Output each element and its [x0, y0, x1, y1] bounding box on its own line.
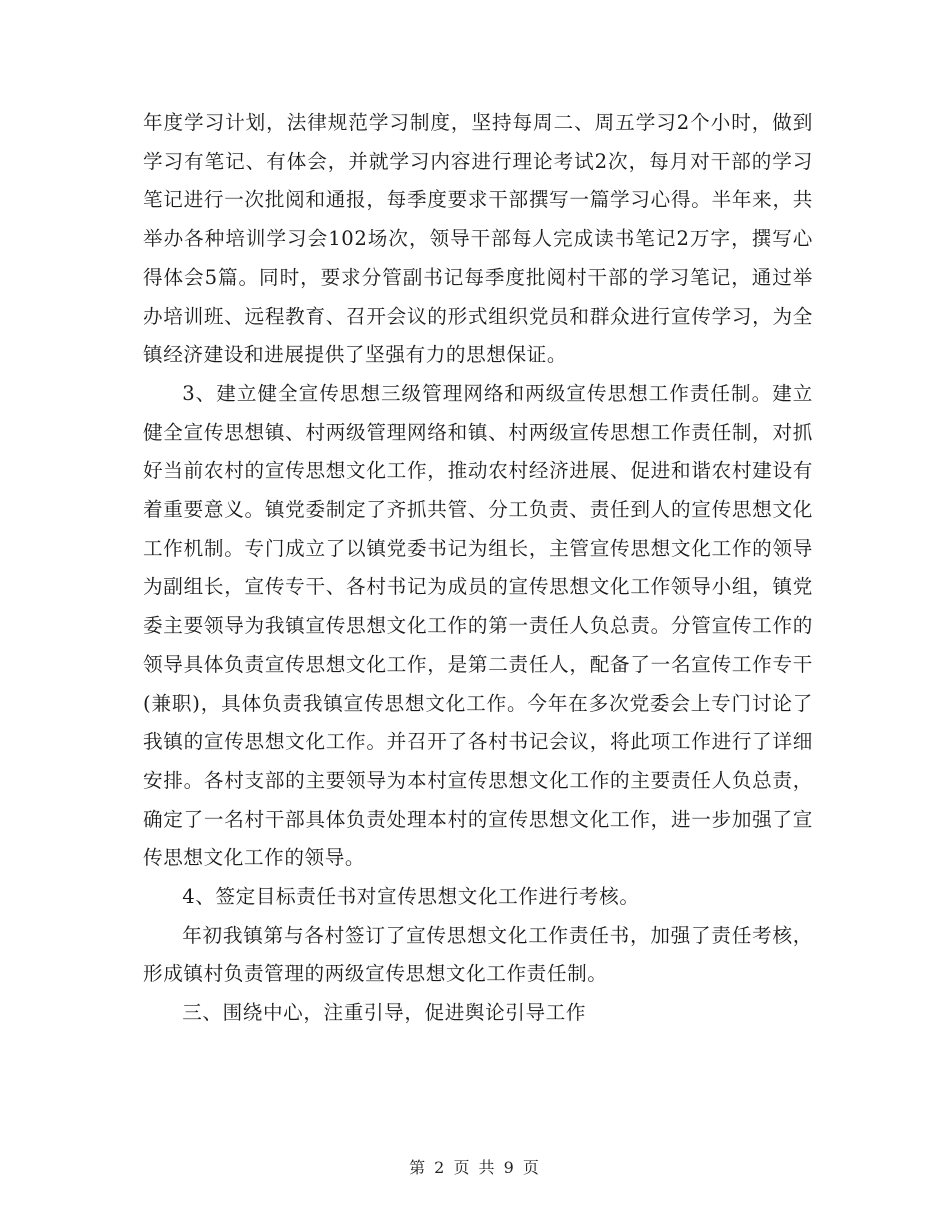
section-heading: 三、围绕中心，注重引导，促进舆论引导工作: [182, 1001, 587, 1025]
page-number-footer: 第 2 页 共 9 页: [409, 1158, 541, 1177]
paragraph-4: 年初我镇第与各村签订了宣传思想文化工作责任书，加强了责任考核，形成镇村负责管理的两级宣传思想文化工作责任制。: [143, 923, 813, 986]
paragraph-2: 3、建立健全宣传思想三级管理网络和两级宣传思想工作责任制。建立健全宣传思想镇、村两级管理网络和镇、村两级宣传思想工作责任制，对抓好当前农村的宣传思想文化工作，推动农村经济进展、促进和谐农村建设有着重要意义。镇党委制定了齐抓共管、分工负责、责任到人的宣传思想文化工作机制。专门成立了以镇党委书记为组长，主管宣传思想文化工作的领导为副组长，宣传专干、各村书记为成员的宣传思想文化工作领导小组，镇党委主要领导为我镇宣传思想文化工作的第一责任人负总责。分管宣传工作的领导具体负责宣传思想文化工作，是第二责任人，配备了一名宣传工作专干(兼职)，具体负责我镇宣传思想文化工作。今年在多次党委会上专门讨论了我镇的宣传思想文化工作。并召开了各村书记会议，将此项工作进行了详细安排。各村支部的主要领导为本村宣传思想文化工作的主要责任人负总责，确定了一名村干部具体负责处理本村的宣传思想文化工作，进一步加强了宣传思想文化工作的领导。: [143, 381, 813, 870]
paragraph-1: 年度学习计划，法律规范学习制度，坚持每周二、周五学习2个小时，做到学习有笔记、有体会，并就学习内容进行理论考试2次，每月对干部的学习笔记进行一次批阅和通报，每季度要求干部撰写一篇学习心得。半年来，共举办各种培训学习会102场次，领导干部每人完成读书笔记2万字，撰写心得体会5篇。同时，要求分管副书记每季度批阅村干部的学习笔记，通过举办培训班、远程教育、召开会议的形式组织党员和群众进行宣传学习，为全镇经济建设和进展提供了坚强有力的思想保证。: [143, 111, 813, 367]
document-body: [143, 104, 813, 1033]
paragraph-3: 4、签定目标责任书对宣传思想文化工作进行考核。: [182, 885, 640, 909]
